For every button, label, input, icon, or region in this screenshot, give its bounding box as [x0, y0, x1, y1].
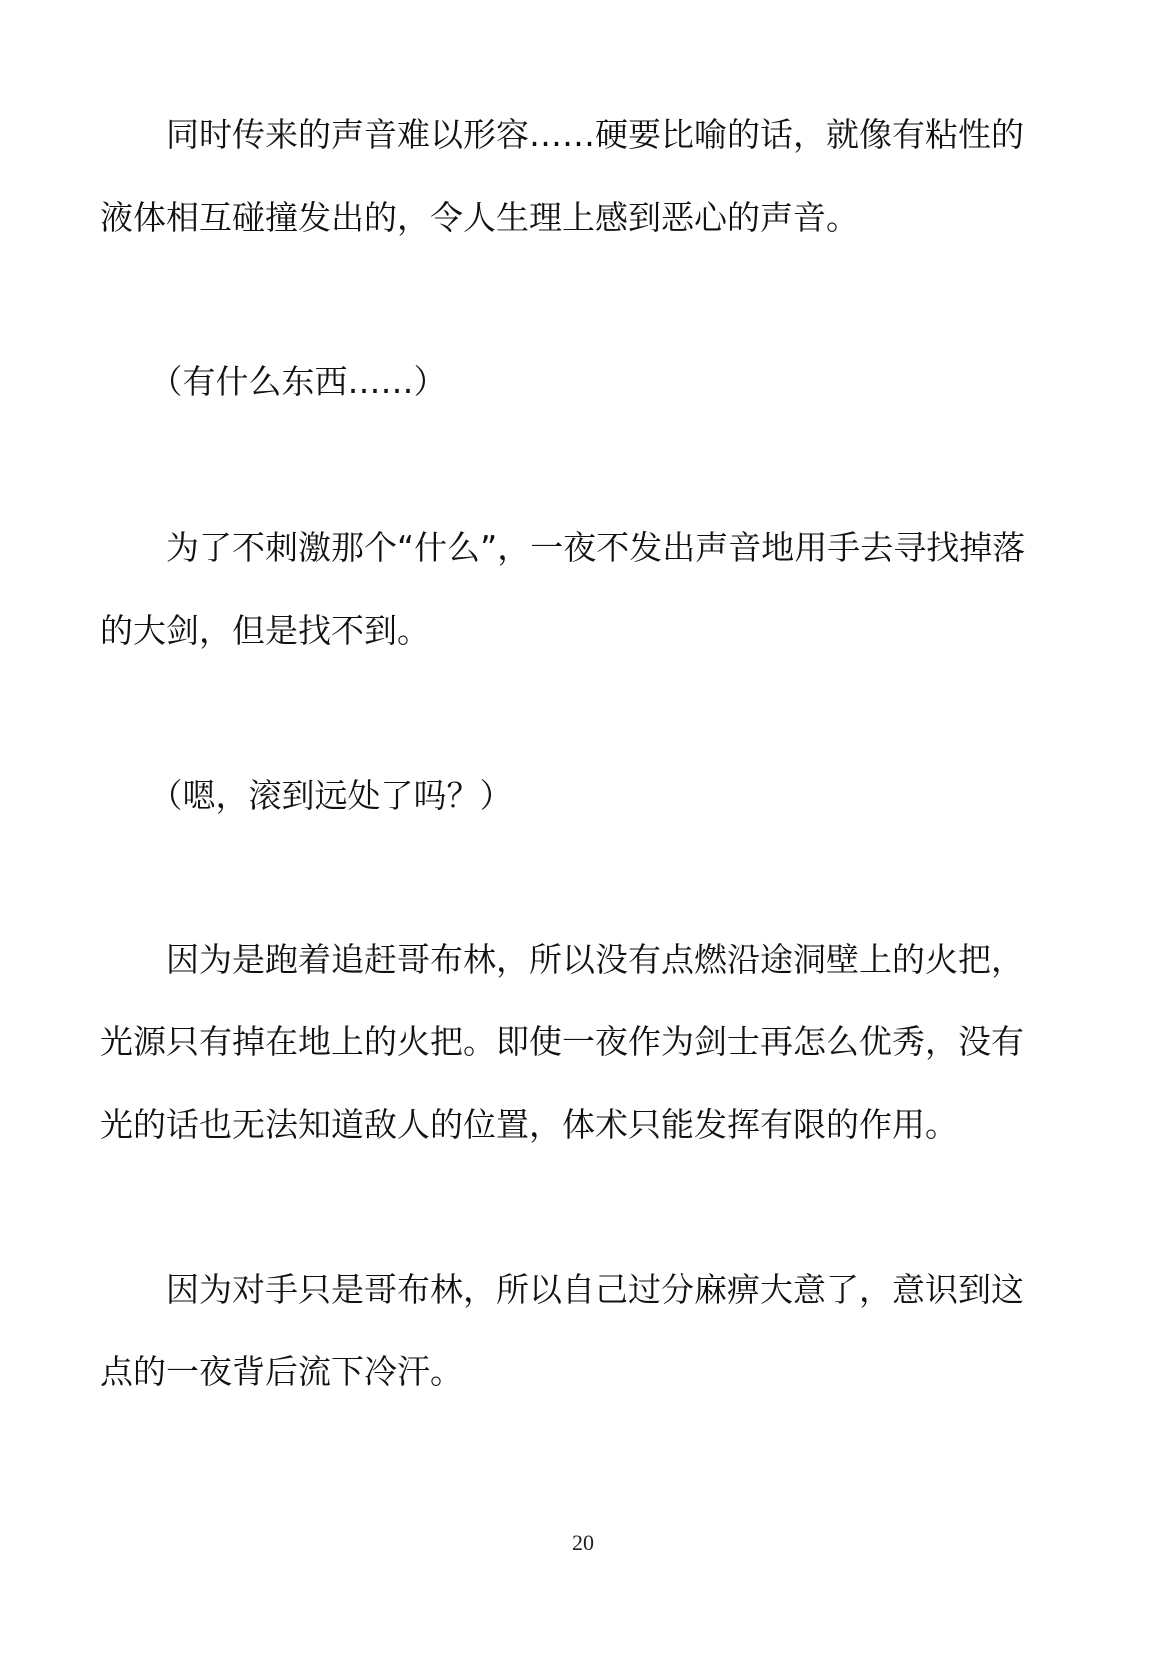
paragraph-1-line-1: 同时传来的声音难以形容……硬要比喻的话，就像有粘性的	[100, 115, 1024, 154]
paragraph-5-line-2: 光源只有掉在地上的火把。即使一夜作为剑士再怎么优秀，没有	[100, 1022, 1024, 1061]
page-number: 20	[572, 1530, 594, 1555]
paragraph-5-line-3: 光的话也无法知道敌人的位置，体术只能发挥有限的作用。	[100, 1105, 958, 1144]
paragraph-5-line-1: 因为是跑着追赶哥布林，所以没有点燃沿途洞壁上的火把，	[100, 940, 1024, 979]
paragraph-1-line-2: 液体相互碰撞发出的，令人生理上感到恶心的声音。	[100, 198, 859, 237]
paragraph-6-line-2: 点的一夜背后流下冷汗。	[100, 1352, 463, 1391]
paragraph-3-line-2: 的大剑，但是找不到。	[100, 611, 430, 650]
paragraph-2-line-1: （有什么东西……）	[100, 362, 447, 401]
paragraph-4-line-1: （嗯，滚到远处了吗？）	[100, 776, 513, 815]
paragraph-6-line-1: 因为对手只是哥布林，所以自己过分麻痹大意了，意识到这	[100, 1270, 1024, 1309]
paragraph-3-line-1: 为了不刺激那个“什么”，一夜不发出声音地用手去寻找掉落	[100, 528, 1026, 567]
